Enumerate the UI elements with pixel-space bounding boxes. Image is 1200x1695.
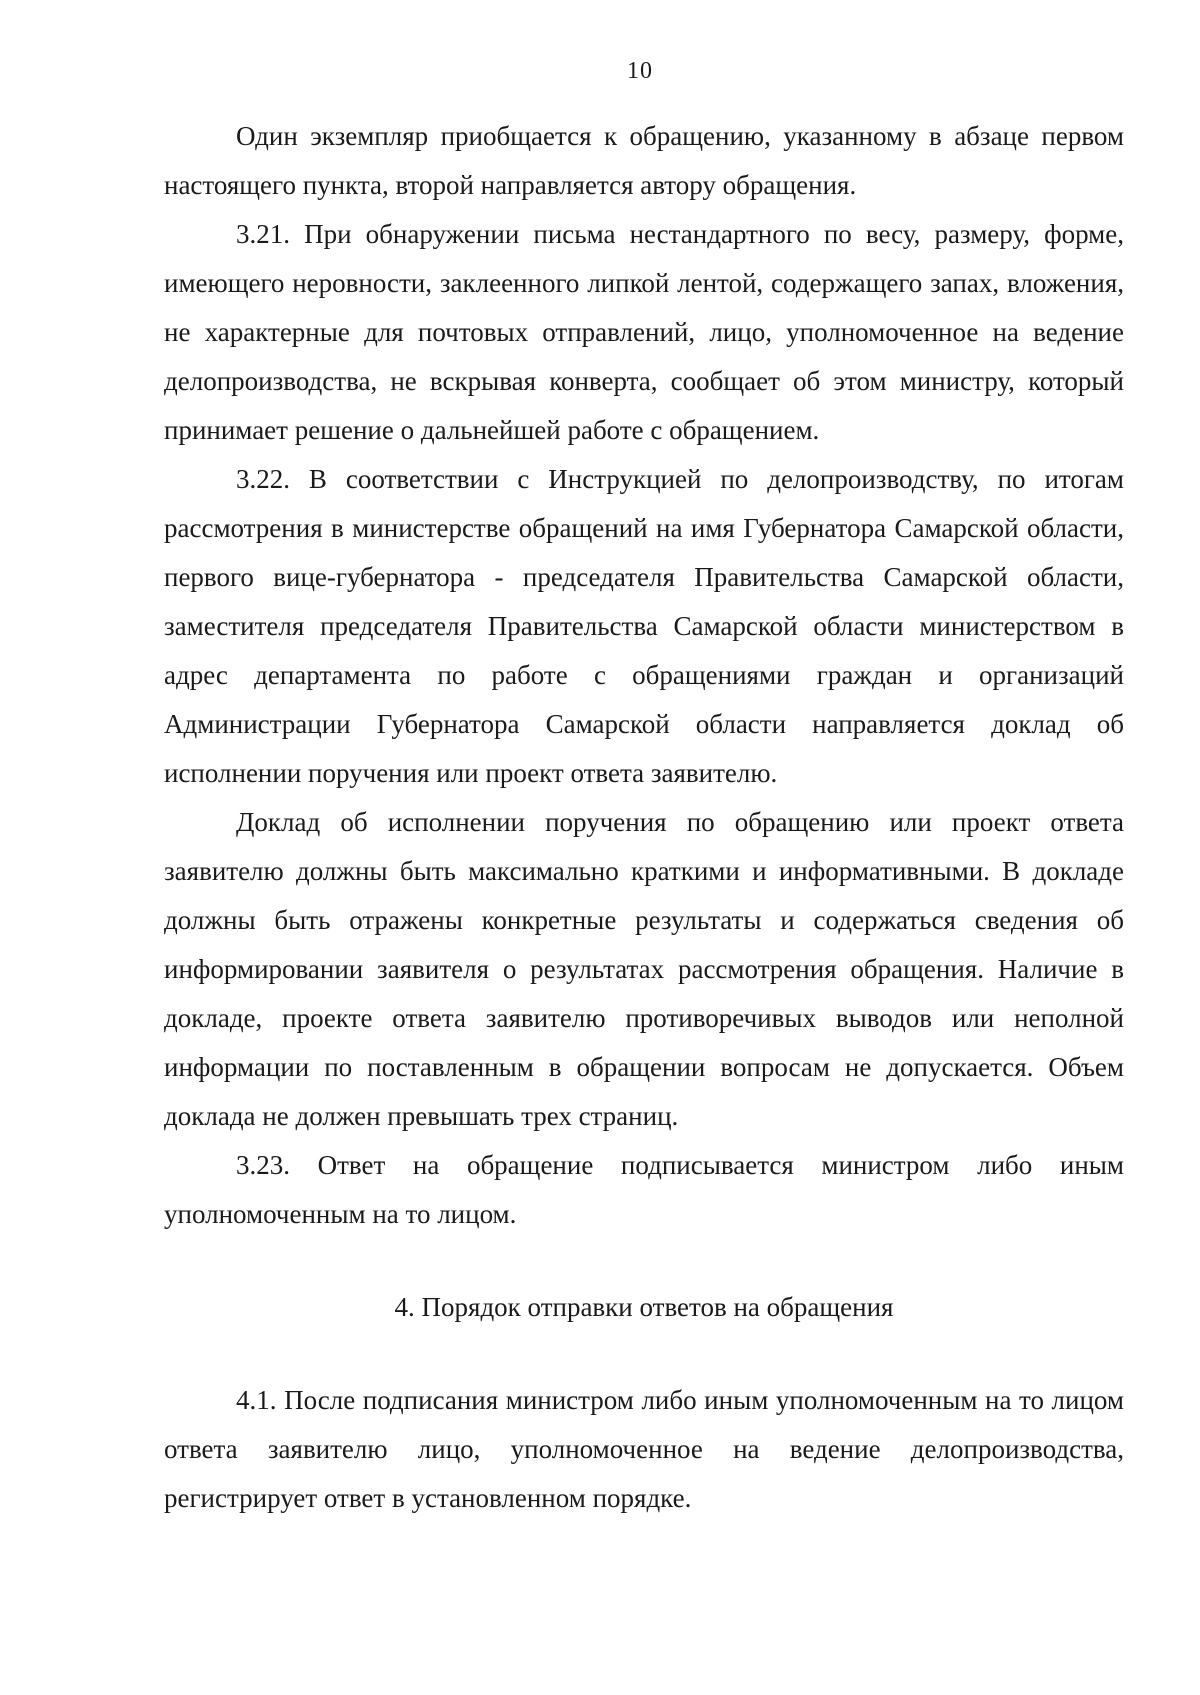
section-heading: 4. Порядок отправки ответов на обращения <box>394 1292 894 1322</box>
paragraph-copy-distribution: Один экземпляр приобщается к обращению, указанному в абзаце первом настоящего пункта, второй направляется автору обращения. <box>164 121 1124 200</box>
paragraph-3-23: 3.23. Ответ на обращение подписывается министром либо иным уполномоченным на то лицом. <box>164 1150 1124 1229</box>
paragraph-4-1: 4.1. После подписания министром либо иным уполномоченным на то лицом ответа заявителю лицо, уполномоченное на ведение делопроизводства, регистрирует ответ в установленном порядке. <box>164 1385 1124 1513</box>
page-number: 10 <box>627 58 653 84</box>
paragraph-report-requirements: Доклад об исполнении поручения по обращению или проект ответа заявителю должны быть максимально краткими и информативными. В докладе должны быть отражены конкретные результаты и содержаться сведения об информировании заявителя о результатах рассмотрения обращения. Наличие в докладе, проекте ответа заявителю противоречивых выводов или неполной информации по поставленным в обращении вопросам не допускается. Объем доклада не должен превышать трех страниц. <box>164 807 1124 1131</box>
paragraph-3-22: 3.22. В соответствии с Инструкцией по делопроизводству, по итогам рассмотрения в министерстве обращений на имя Губернатора Самарской области, первого вице-губернатора - председателя Правительства Самарской области, заместителя председателя Правительства Самарской области министерством в адрес департамента по работе с обращениями граждан и организаций Администрации Губернатора Самарской области направляется доклад об исполнении поручения или проект ответа заявителю. <box>164 464 1124 788</box>
document-body <box>164 112 1124 1523</box>
paragraph-3-21: 3.21. При обнаружении письма нестандартного по весу, размеру, форме, имеющего неровности, заклеенного липкой лентой, содержащего запах, вложения, не характерные для почтовых отправлений, лицо, уполномоченное на ведение делопроизводства, не вскрывая конверта, сообщает об этом министру, который принимает решение о дальнейшей работе с обращением. <box>164 219 1124 445</box>
